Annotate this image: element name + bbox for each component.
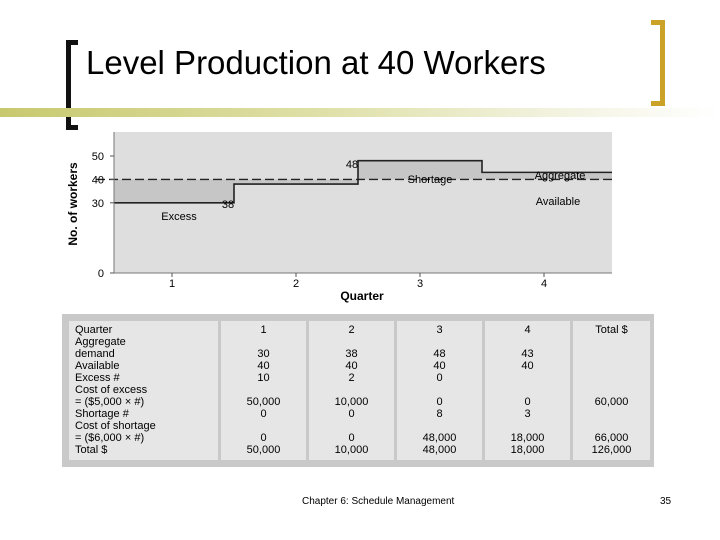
x-tick-label: 1: [168, 278, 176, 290]
table-cell: 126,000: [591, 444, 632, 456]
table-cell: [399, 336, 480, 348]
table-cell: [399, 384, 480, 396]
table-cell: demand: [75, 348, 115, 360]
table-cell: 60,000: [594, 396, 629, 408]
table-cell: [223, 336, 304, 348]
table-cell: 38: [345, 348, 358, 360]
table-cell: [487, 336, 568, 348]
title-bracket-right: [651, 20, 665, 106]
table-cell: 40: [433, 360, 446, 372]
table-cell: 40: [345, 360, 358, 372]
table-cell: [487, 420, 568, 432]
table-cell: [575, 384, 648, 396]
y-tick-label: 40: [91, 174, 104, 187]
workers-chart: [62, 132, 618, 308]
column-3: [396, 320, 484, 462]
table-cell: 18,000: [510, 444, 545, 456]
table-cell: [575, 420, 648, 432]
table-cell: [311, 420, 392, 432]
table-cell: 48: [433, 348, 446, 360]
table-cell: Available: [75, 360, 120, 372]
table-cell: Shortage #: [75, 408, 129, 420]
table-cell: [223, 420, 304, 432]
y-axis-label: No. of workers: [66, 162, 80, 246]
legend-available: Available: [535, 196, 581, 208]
table-cell: 48,000: [422, 444, 457, 456]
row-labels-column: [68, 320, 220, 462]
table-cell: 0: [260, 408, 267, 420]
table-cell: Excess #: [75, 372, 120, 384]
region-label-excess: Excess: [161, 211, 197, 223]
table-cell: 2: [348, 372, 355, 384]
table-cell: 50,000: [246, 396, 281, 408]
page-number: 35: [660, 496, 672, 507]
table-cell: 43: [521, 348, 534, 360]
table-cell: 3: [524, 408, 531, 420]
table-cell: [575, 372, 648, 384]
table-cell: 66,000: [594, 432, 629, 444]
table-cell: 2: [348, 324, 355, 336]
y-tick-label: 0: [97, 268, 104, 280]
table-cell: 0: [524, 396, 531, 408]
table-cell: 4: [524, 324, 531, 336]
x-tick-label: 2: [292, 278, 300, 290]
column-2: [308, 320, 396, 462]
cost-table-panel: [62, 314, 654, 467]
table-cell: Quarter: [75, 324, 113, 336]
table-cell: 0: [436, 372, 443, 384]
region-label-shortage: Shortage: [407, 174, 453, 186]
x-axis-label: Quarter: [340, 289, 384, 303]
table-cell: [575, 348, 648, 360]
table-cell: Cost of shortage: [75, 420, 156, 432]
table-cell: 30: [257, 348, 270, 360]
table-cell: 40: [257, 360, 270, 372]
table-cell: [311, 384, 392, 396]
table-row: [68, 320, 652, 462]
legend-aggregate: Aggregate: [534, 170, 586, 182]
table-cell: 3: [436, 324, 443, 336]
table-cell: 0: [260, 432, 267, 444]
slide-title: Level Production at 40 Workers: [86, 44, 546, 81]
x-tick-label: 4: [540, 278, 548, 290]
table-cell: Total $: [595, 324, 628, 336]
table-cell: 10: [257, 372, 270, 384]
decorative-bar: [0, 108, 720, 117]
cost-table: [66, 318, 653, 463]
x-tick-label: 3: [416, 278, 424, 290]
table-cell: 50,000: [246, 444, 281, 456]
table-cell: [311, 336, 392, 348]
table-cell: = ($6,000 × #): [75, 432, 145, 444]
data-label-48: 48: [345, 159, 359, 171]
excess-region-q1: [114, 179, 234, 202]
y-tick-label: 50: [91, 151, 104, 163]
data-label-38: 38: [221, 199, 235, 211]
table-cell: Cost of excess: [75, 384, 148, 396]
table-cell: 0: [348, 408, 355, 420]
table-cell: 0: [436, 396, 443, 408]
y-tick-label: 30: [91, 197, 104, 210]
table-cell: [223, 384, 304, 396]
table-cell: 10,000: [334, 444, 369, 456]
table-cell: 10,000: [334, 396, 369, 408]
table-cell: [487, 384, 568, 396]
footer-chapter: Chapter 6: Schedule Management: [302, 496, 455, 507]
table-cell: [575, 336, 648, 348]
column-total-: [572, 320, 652, 462]
table-cell: 1: [260, 324, 267, 336]
table-cell: [575, 360, 648, 372]
table-cell: 8: [436, 408, 443, 420]
table-cell: 48,000: [422, 432, 457, 444]
table-cell: 40: [521, 360, 534, 372]
table-cell: [575, 408, 648, 420]
column-4: [484, 320, 572, 462]
table-cell: [487, 372, 568, 384]
table-cell: Total $: [75, 444, 108, 456]
table-cell: = ($5,000 × #): [75, 396, 145, 408]
table-cell: [399, 420, 480, 432]
table-cell: Aggregate: [75, 336, 126, 348]
column-1: [220, 320, 308, 462]
table-cell: 0: [348, 432, 355, 444]
table-cell: 18,000: [510, 432, 545, 444]
